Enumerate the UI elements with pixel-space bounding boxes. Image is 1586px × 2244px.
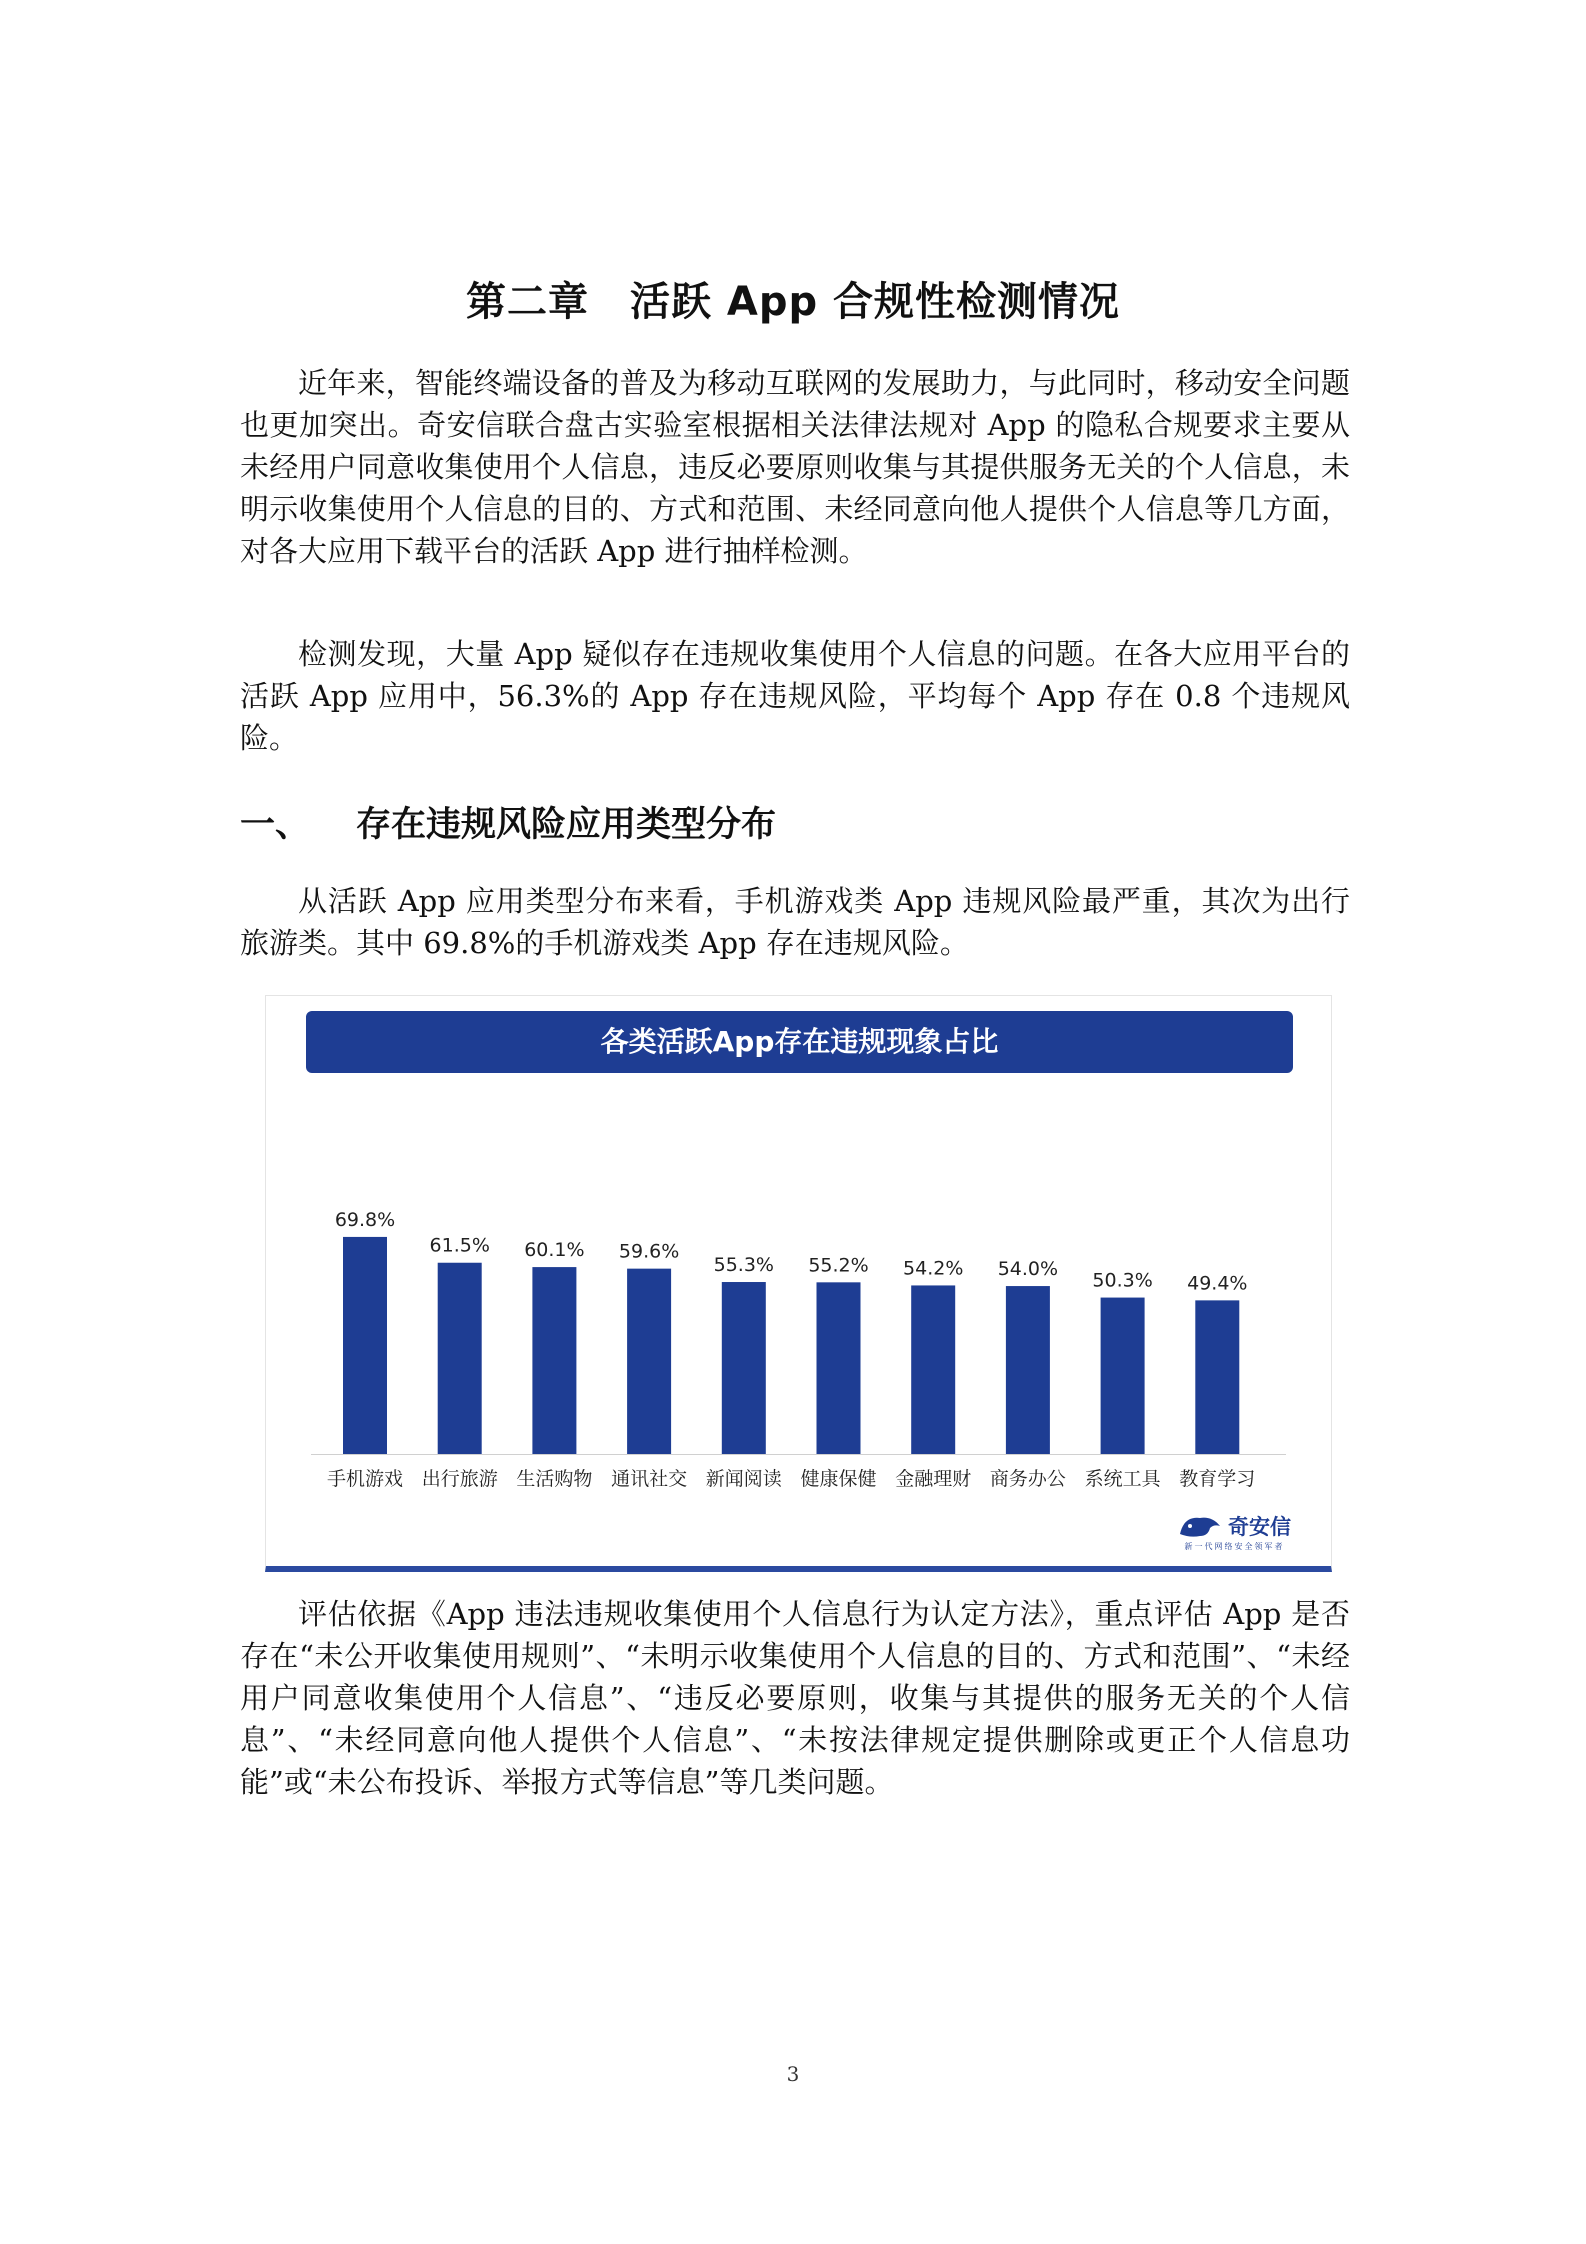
criteria-paragraph: 评估依据《App 违法违规收集使用个人信息行为认定方法》，重点评估 App 是否存在“未公开收集使用规则”、“未明示收集使用个人信息的目的、方式和范围”、“未经用户同意收集使用个人信息”、“违反必要原则，收集与其提供的服务无关的个人信息”、“未经同意向他人提供个人信息”、“未按法律规定提供删除或更正个人信息功能”或“未公布投诉、举报方式等信息”等几类问题。 (240, 1597, 1350, 1799)
bar-手机游戏 (343, 1237, 387, 1454)
logo-slogan: 新一代网络安全领军者 (1184, 1542, 1285, 1551)
qianxin-logo (1178, 1511, 1291, 1552)
section-heading (240, 797, 776, 847)
section-title: 存在违规风险应用类型分布 (356, 805, 777, 845)
page-number: 3 (786, 2062, 800, 2086)
bar-出行旅游 (438, 1263, 482, 1454)
findings-paragraph: 检测发现，大量 App 疑似存在违规收集使用个人信息的问题。在各大应用平台的活跃 App 应用中，56.3%的 App 存在违规风险，平均每个 App 存在 0.8 个违规风险。 (240, 637, 1350, 755)
chart-title: 各类活跃App存在违规现象占比 (306, 1011, 1293, 1073)
category-label-新闻阅读: 新闻阅读 (705, 1468, 782, 1490)
value-label-商务办公: 54.0% (997, 1258, 1059, 1281)
category-label-系统工具: 系统工具 (1084, 1468, 1161, 1490)
category-label-教育学习: 教育学习 (1179, 1468, 1256, 1490)
bar-教育学习 (1195, 1300, 1239, 1454)
violation-ratio-chart (265, 995, 1332, 1572)
value-label-金融理财: 54.2% (903, 1257, 964, 1280)
category-label-生活购物: 生活购物 (516, 1468, 593, 1490)
value-label-系统工具: 50.3% (1092, 1269, 1153, 1292)
value-label-手机游戏: 69.8% (334, 1208, 396, 1231)
intro-paragraph: 近年来，智能终端设备的普及为移动互联网的发展助力，与此同时，移动安全问题也更加突出。奇安信联合盘古实验室根据相关法律法规对 App 的隐私合规要求主要从未经用户同意收集使用个人信息，违反必要原则收集与其提供服务无关的个人信息，未明示收集使用个人信息的目的、方式和范围、未经同意向他人提供个人信息等几方面，对各大应用下载平台的活跃 App 进行抽样检测。 (240, 366, 1350, 568)
bar-通讯社交 (627, 1269, 671, 1454)
value-label-健康保健: 55.2% (808, 1254, 869, 1277)
category-label-金融理财: 金融理财 (895, 1468, 972, 1490)
bar-健康保健 (817, 1282, 861, 1454)
bar-金融理财 (911, 1285, 955, 1454)
value-label-新闻阅读: 55.3% (713, 1254, 774, 1277)
bar-生活购物 (532, 1267, 576, 1454)
category-label-手机游戏: 手机游戏 (326, 1468, 404, 1490)
value-label-教育学习: 49.4% (1187, 1272, 1248, 1295)
category-label-通讯社交: 通讯社交 (611, 1468, 688, 1490)
bar-chart-canvas (266, 996, 1331, 1556)
bar-系统工具 (1101, 1298, 1145, 1454)
category-label-商务办公: 商务办公 (989, 1468, 1066, 1490)
value-label-通讯社交: 59.6% (618, 1240, 680, 1263)
lion-logo-icon (1178, 1512, 1222, 1540)
value-label-出行旅游: 61.5% (429, 1234, 490, 1257)
category-label-出行旅游: 出行旅游 (421, 1468, 498, 1490)
value-label-生活购物: 60.1% (524, 1239, 585, 1262)
distribution-paragraph: 从活跃 App 应用类型分布来看，手机游戏类 App 违规风险最严重，其次为出行旅游类。其中 69.8%的手机游戏类 App 存在违规风险。 (240, 884, 1350, 960)
logo-name: 奇安信 (1228, 1515, 1291, 1539)
category-label-健康保健: 健康保健 (800, 1468, 877, 1490)
section-number: 一、 (240, 805, 311, 845)
page-title: 第二章 活跃 App 合规性检测情况 (465, 279, 1121, 325)
bar-新闻阅读 (722, 1282, 766, 1454)
bar-商务办公 (1006, 1286, 1050, 1454)
